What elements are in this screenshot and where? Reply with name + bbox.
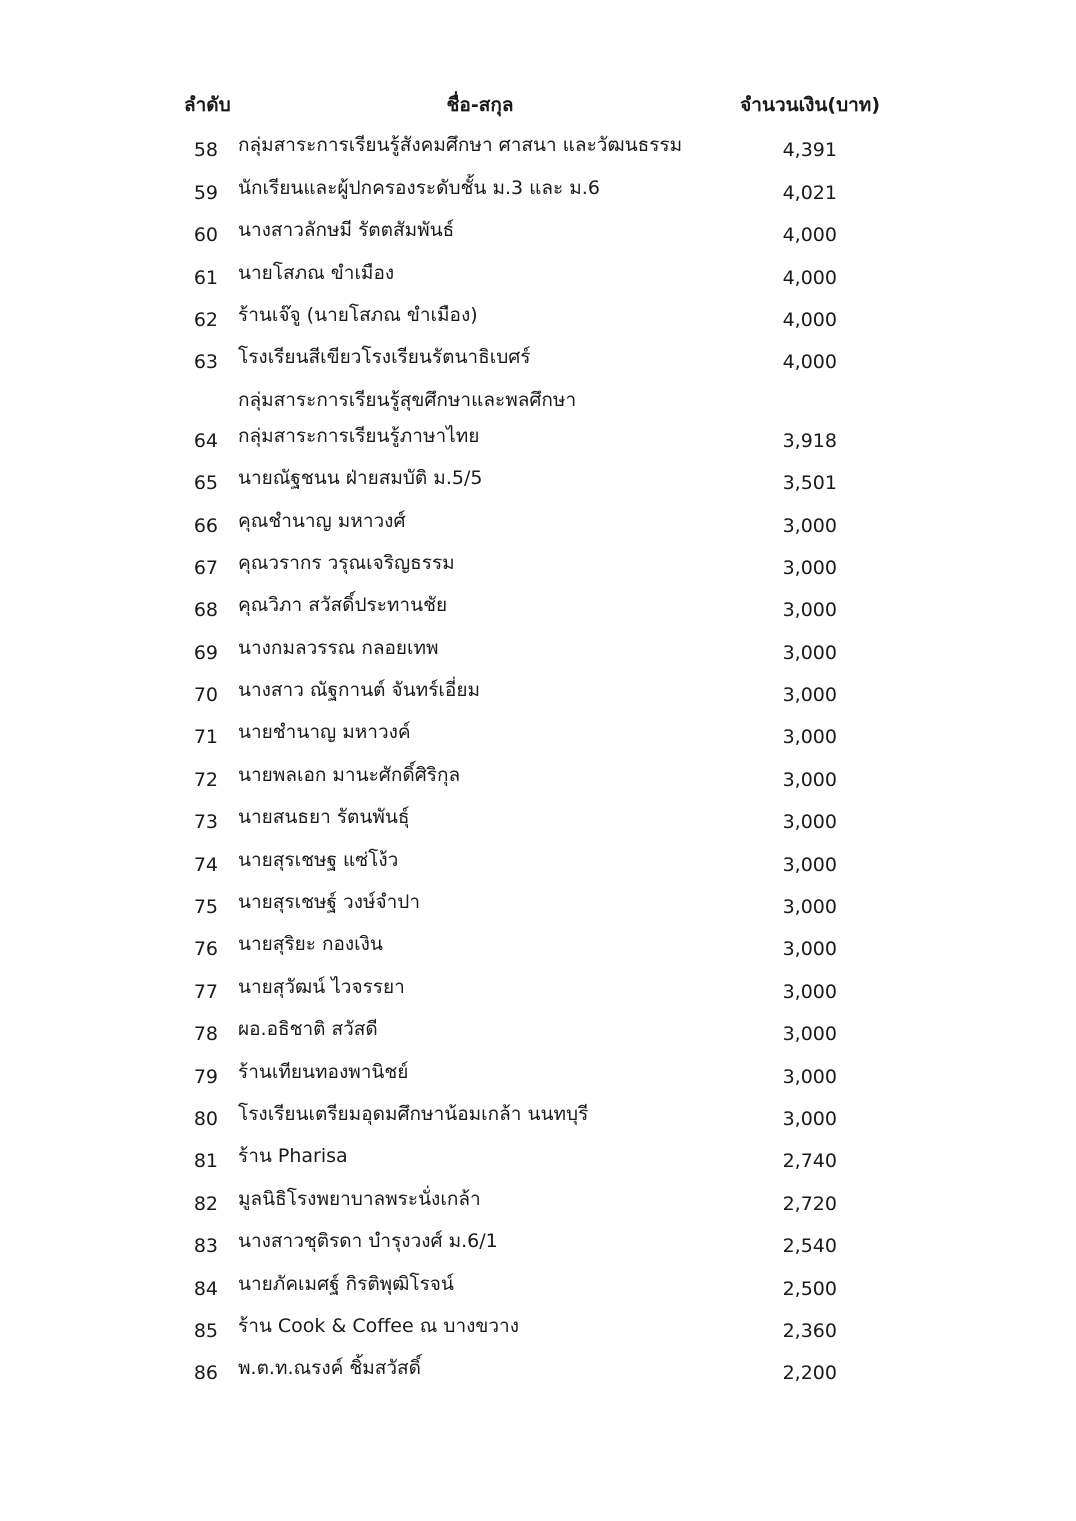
donor-name bbox=[238, 714, 411, 750]
donor-name bbox=[238, 460, 482, 496]
donor-name bbox=[238, 1054, 408, 1090]
donor-name bbox=[238, 339, 531, 375]
donation-amount: 3,000 bbox=[782, 641, 837, 664]
name-line: นางกมลวรรณ กลอยเทพ bbox=[238, 636, 439, 659]
donor-name bbox=[238, 170, 600, 206]
donation-amount: 3,918 bbox=[782, 429, 837, 452]
column-header-name: ชื่อ-สกุล bbox=[446, 94, 514, 116]
donation-amount: 4,000 bbox=[782, 224, 837, 247]
name-line: ร้านเจ๊จู (นายโสภณ ขำเมือง) bbox=[238, 303, 478, 326]
donation-amount: 4,000 bbox=[782, 266, 837, 289]
table-row bbox=[0, 1140, 1076, 1182]
table-row bbox=[0, 1225, 1076, 1267]
name-line: กลุ่มสาระการเรียนรู้สังคมศึกษา ศาสนา และวัฒนธรรม bbox=[238, 134, 683, 157]
donation-amount: 3,000 bbox=[782, 853, 837, 876]
name-line: มูลนิธิโรงพยาบาลพระนั่งเกล้า bbox=[238, 1187, 481, 1210]
donation-amount: 3,000 bbox=[782, 938, 837, 961]
name-line: คุณวรากร วรุณเจริญธรรม bbox=[238, 551, 455, 574]
row-number: 74 bbox=[193, 853, 218, 876]
table-row bbox=[0, 843, 1076, 885]
donor-name bbox=[238, 1011, 378, 1047]
donor-name bbox=[238, 1350, 421, 1386]
row-number: 58 bbox=[193, 139, 218, 162]
table-row bbox=[0, 1055, 1076, 1097]
row-number: 81 bbox=[193, 1150, 218, 1173]
table-row bbox=[0, 1352, 1076, 1394]
name-line: นายสนธยา รัตนพันธุ์ bbox=[238, 806, 410, 829]
donation-amount: 3,501 bbox=[782, 472, 837, 495]
donor-name bbox=[238, 1223, 498, 1259]
row-number: 60 bbox=[193, 224, 218, 247]
donor-name bbox=[238, 1138, 348, 1174]
table-row bbox=[0, 631, 1076, 673]
table-row bbox=[0, 1310, 1076, 1352]
table-row bbox=[0, 129, 1076, 171]
donor-name bbox=[238, 757, 460, 793]
table-row bbox=[0, 886, 1076, 928]
donation-amount: 2,360 bbox=[782, 1319, 837, 1342]
donor-name bbox=[238, 545, 455, 581]
name-line: นางสาว ณัฐกานต์ จันทร์เอี่ยม bbox=[238, 679, 480, 702]
donor-name bbox=[238, 884, 420, 920]
donation-amount: 2,500 bbox=[782, 1277, 837, 1300]
donation-amount: 3,000 bbox=[782, 514, 837, 537]
donor-name bbox=[238, 382, 576, 454]
donor-name bbox=[238, 1308, 519, 1344]
donation-amount: 3,000 bbox=[782, 599, 837, 622]
donor-name bbox=[238, 297, 478, 333]
table-row bbox=[0, 504, 1076, 546]
row-number: 76 bbox=[193, 938, 218, 961]
name-line: นายพลเอก มานะศักดิ์ศิริกุล bbox=[238, 763, 461, 786]
table-row bbox=[0, 1182, 1076, 1224]
donation-amount: 2,740 bbox=[782, 1150, 837, 1173]
donation-amount: 3,000 bbox=[782, 896, 837, 919]
name-line: นายณัฐชนน ฝ่ายสมบัติ ม.5/5 bbox=[238, 467, 483, 490]
name-line: ร้าน Cook & Coffee ณ บางขวาง bbox=[238, 1314, 519, 1337]
name-line: นายสุรเชษฐ แซ่โง้ว bbox=[238, 848, 399, 871]
donation-amount: 2,720 bbox=[782, 1192, 837, 1215]
name-line: โรงเรียนเตรียมอุดมศึกษาน้อมเกล้า นนทบุรี bbox=[238, 1102, 589, 1125]
donor-name bbox=[238, 630, 439, 666]
name-line: นายภัคเมศฐ์ กิรติพุฒิโรจน์ bbox=[238, 1272, 454, 1295]
row-number: 73 bbox=[193, 811, 218, 834]
name-line: นางสาวลักษมี รัตตสัมพันธ์ bbox=[238, 219, 455, 242]
row-number: 71 bbox=[193, 726, 218, 749]
row-number: 65 bbox=[193, 472, 218, 495]
column-header-amount: จำนวนเงิน(บาท) bbox=[740, 94, 880, 116]
row-number: 68 bbox=[193, 599, 218, 622]
donation-amount: 3,000 bbox=[782, 1065, 837, 1088]
donor-name bbox=[238, 127, 682, 163]
donation-amount: 3,000 bbox=[782, 556, 837, 579]
row-number: 83 bbox=[193, 1235, 218, 1258]
name-line: นายสุรเชษฐ์ วงษ์จำปา bbox=[238, 891, 421, 914]
donor-name bbox=[238, 842, 398, 878]
row-number: 77 bbox=[193, 980, 218, 1003]
donation-amount: 3,000 bbox=[782, 684, 837, 707]
table-row bbox=[0, 589, 1076, 631]
donation-amount: 2,200 bbox=[782, 1362, 837, 1385]
row-number: 63 bbox=[193, 351, 218, 374]
row-number: 79 bbox=[193, 1065, 218, 1088]
row-number: 80 bbox=[193, 1107, 218, 1130]
donation-amount: 3,000 bbox=[782, 1023, 837, 1046]
name-line: นายชำนาญ มหาวงค์ bbox=[238, 721, 411, 744]
donor-list bbox=[0, 129, 1076, 1394]
donor-name bbox=[238, 1266, 454, 1302]
table-row bbox=[0, 1098, 1076, 1140]
table-row bbox=[0, 256, 1076, 298]
donor-name bbox=[238, 926, 383, 962]
name-line: คุณชำนาญ มหาวงศ์ bbox=[238, 509, 406, 532]
row-number: 69 bbox=[193, 641, 218, 664]
donor-name bbox=[238, 1181, 481, 1217]
row-number: 59 bbox=[193, 181, 218, 204]
row-number: 62 bbox=[193, 308, 218, 331]
name-line: นายสุวัฒน์ ไวจรรยา bbox=[238, 975, 405, 998]
name-line: นายโสภณ ขำเมือง bbox=[238, 261, 395, 284]
name-line: นางสาวชุติรดา บำรุงวงศ์ ม.6/1 bbox=[238, 1230, 498, 1253]
donation-amount: 3,000 bbox=[782, 980, 837, 1003]
name-line: ผอ.อธิชาติ สวัสดี bbox=[238, 1018, 378, 1041]
table-row bbox=[0, 801, 1076, 843]
table-row bbox=[0, 462, 1076, 504]
donor-name bbox=[238, 672, 480, 708]
name-line: กลุ่มสาระการเรียนรู้ภาษาไทย bbox=[238, 424, 480, 447]
table-row bbox=[0, 970, 1076, 1012]
donation-amount: 2,540 bbox=[782, 1235, 837, 1258]
table-row bbox=[0, 758, 1076, 800]
row-number: 75 bbox=[193, 896, 218, 919]
donation-amount: 4,000 bbox=[782, 308, 837, 331]
donation-amount: 3,000 bbox=[782, 726, 837, 749]
table-row bbox=[0, 171, 1076, 213]
row-number: 61 bbox=[193, 266, 218, 289]
donation-amount: 4,000 bbox=[782, 351, 837, 374]
name-line: คุณวิภา สวัสดิ์ประทานชัย bbox=[238, 594, 448, 617]
table-row bbox=[0, 928, 1076, 970]
row-number: 84 bbox=[193, 1277, 218, 1300]
row-number: 70 bbox=[193, 684, 218, 707]
donor-name bbox=[238, 255, 394, 291]
donor-name bbox=[238, 799, 409, 835]
donation-amount: 3,000 bbox=[782, 811, 837, 834]
table-row bbox=[0, 1267, 1076, 1309]
table-row bbox=[0, 1013, 1076, 1055]
donation-amount: 4,391 bbox=[782, 139, 837, 162]
table-row bbox=[0, 214, 1076, 256]
name-line: ร้าน Pharisa bbox=[238, 1145, 348, 1168]
row-number: 64 bbox=[193, 429, 218, 452]
table-row bbox=[0, 299, 1076, 341]
table-row bbox=[0, 383, 1076, 461]
row-number: 72 bbox=[193, 768, 218, 791]
row-number: 67 bbox=[193, 556, 218, 579]
name-line: นายสุริยะ กองเงิน bbox=[238, 933, 383, 956]
donation-amount: 4,021 bbox=[782, 181, 837, 204]
row-number: 85 bbox=[193, 1319, 218, 1342]
donor-name bbox=[238, 587, 447, 623]
name-line: กลุ่มสาระการเรียนรู้สุขศึกษาและพลศึกษา bbox=[238, 388, 577, 411]
donation-amount: 3,000 bbox=[782, 1107, 837, 1130]
row-number: 78 bbox=[193, 1023, 218, 1046]
row-number: 86 bbox=[193, 1362, 218, 1385]
donor-name bbox=[238, 969, 405, 1005]
row-number: 66 bbox=[193, 514, 218, 537]
name-line: พ.ต.ท.ณรงค์ ชิ้มสวัสดิ์ bbox=[238, 1357, 421, 1380]
donation-amount: 3,000 bbox=[782, 768, 837, 791]
row-number: 82 bbox=[193, 1192, 218, 1215]
name-line: นักเรียนและผู้ปกครองระดับชั้น ม.3 และ ม.6 bbox=[238, 176, 600, 199]
donor-name bbox=[238, 503, 406, 539]
table-row bbox=[0, 674, 1076, 716]
name-line: ร้านเทียนทองพานิชย์ bbox=[238, 1060, 409, 1083]
donor-name bbox=[238, 212, 454, 248]
table-row bbox=[0, 716, 1076, 758]
table-row bbox=[0, 547, 1076, 589]
table-row bbox=[0, 341, 1076, 383]
donor-name bbox=[238, 1096, 588, 1132]
name-line: โรงเรียนสีเขียวโรงเรียนรัตนาธิเบศร์ bbox=[238, 346, 531, 369]
column-header-order: ลำดับ bbox=[184, 94, 231, 116]
